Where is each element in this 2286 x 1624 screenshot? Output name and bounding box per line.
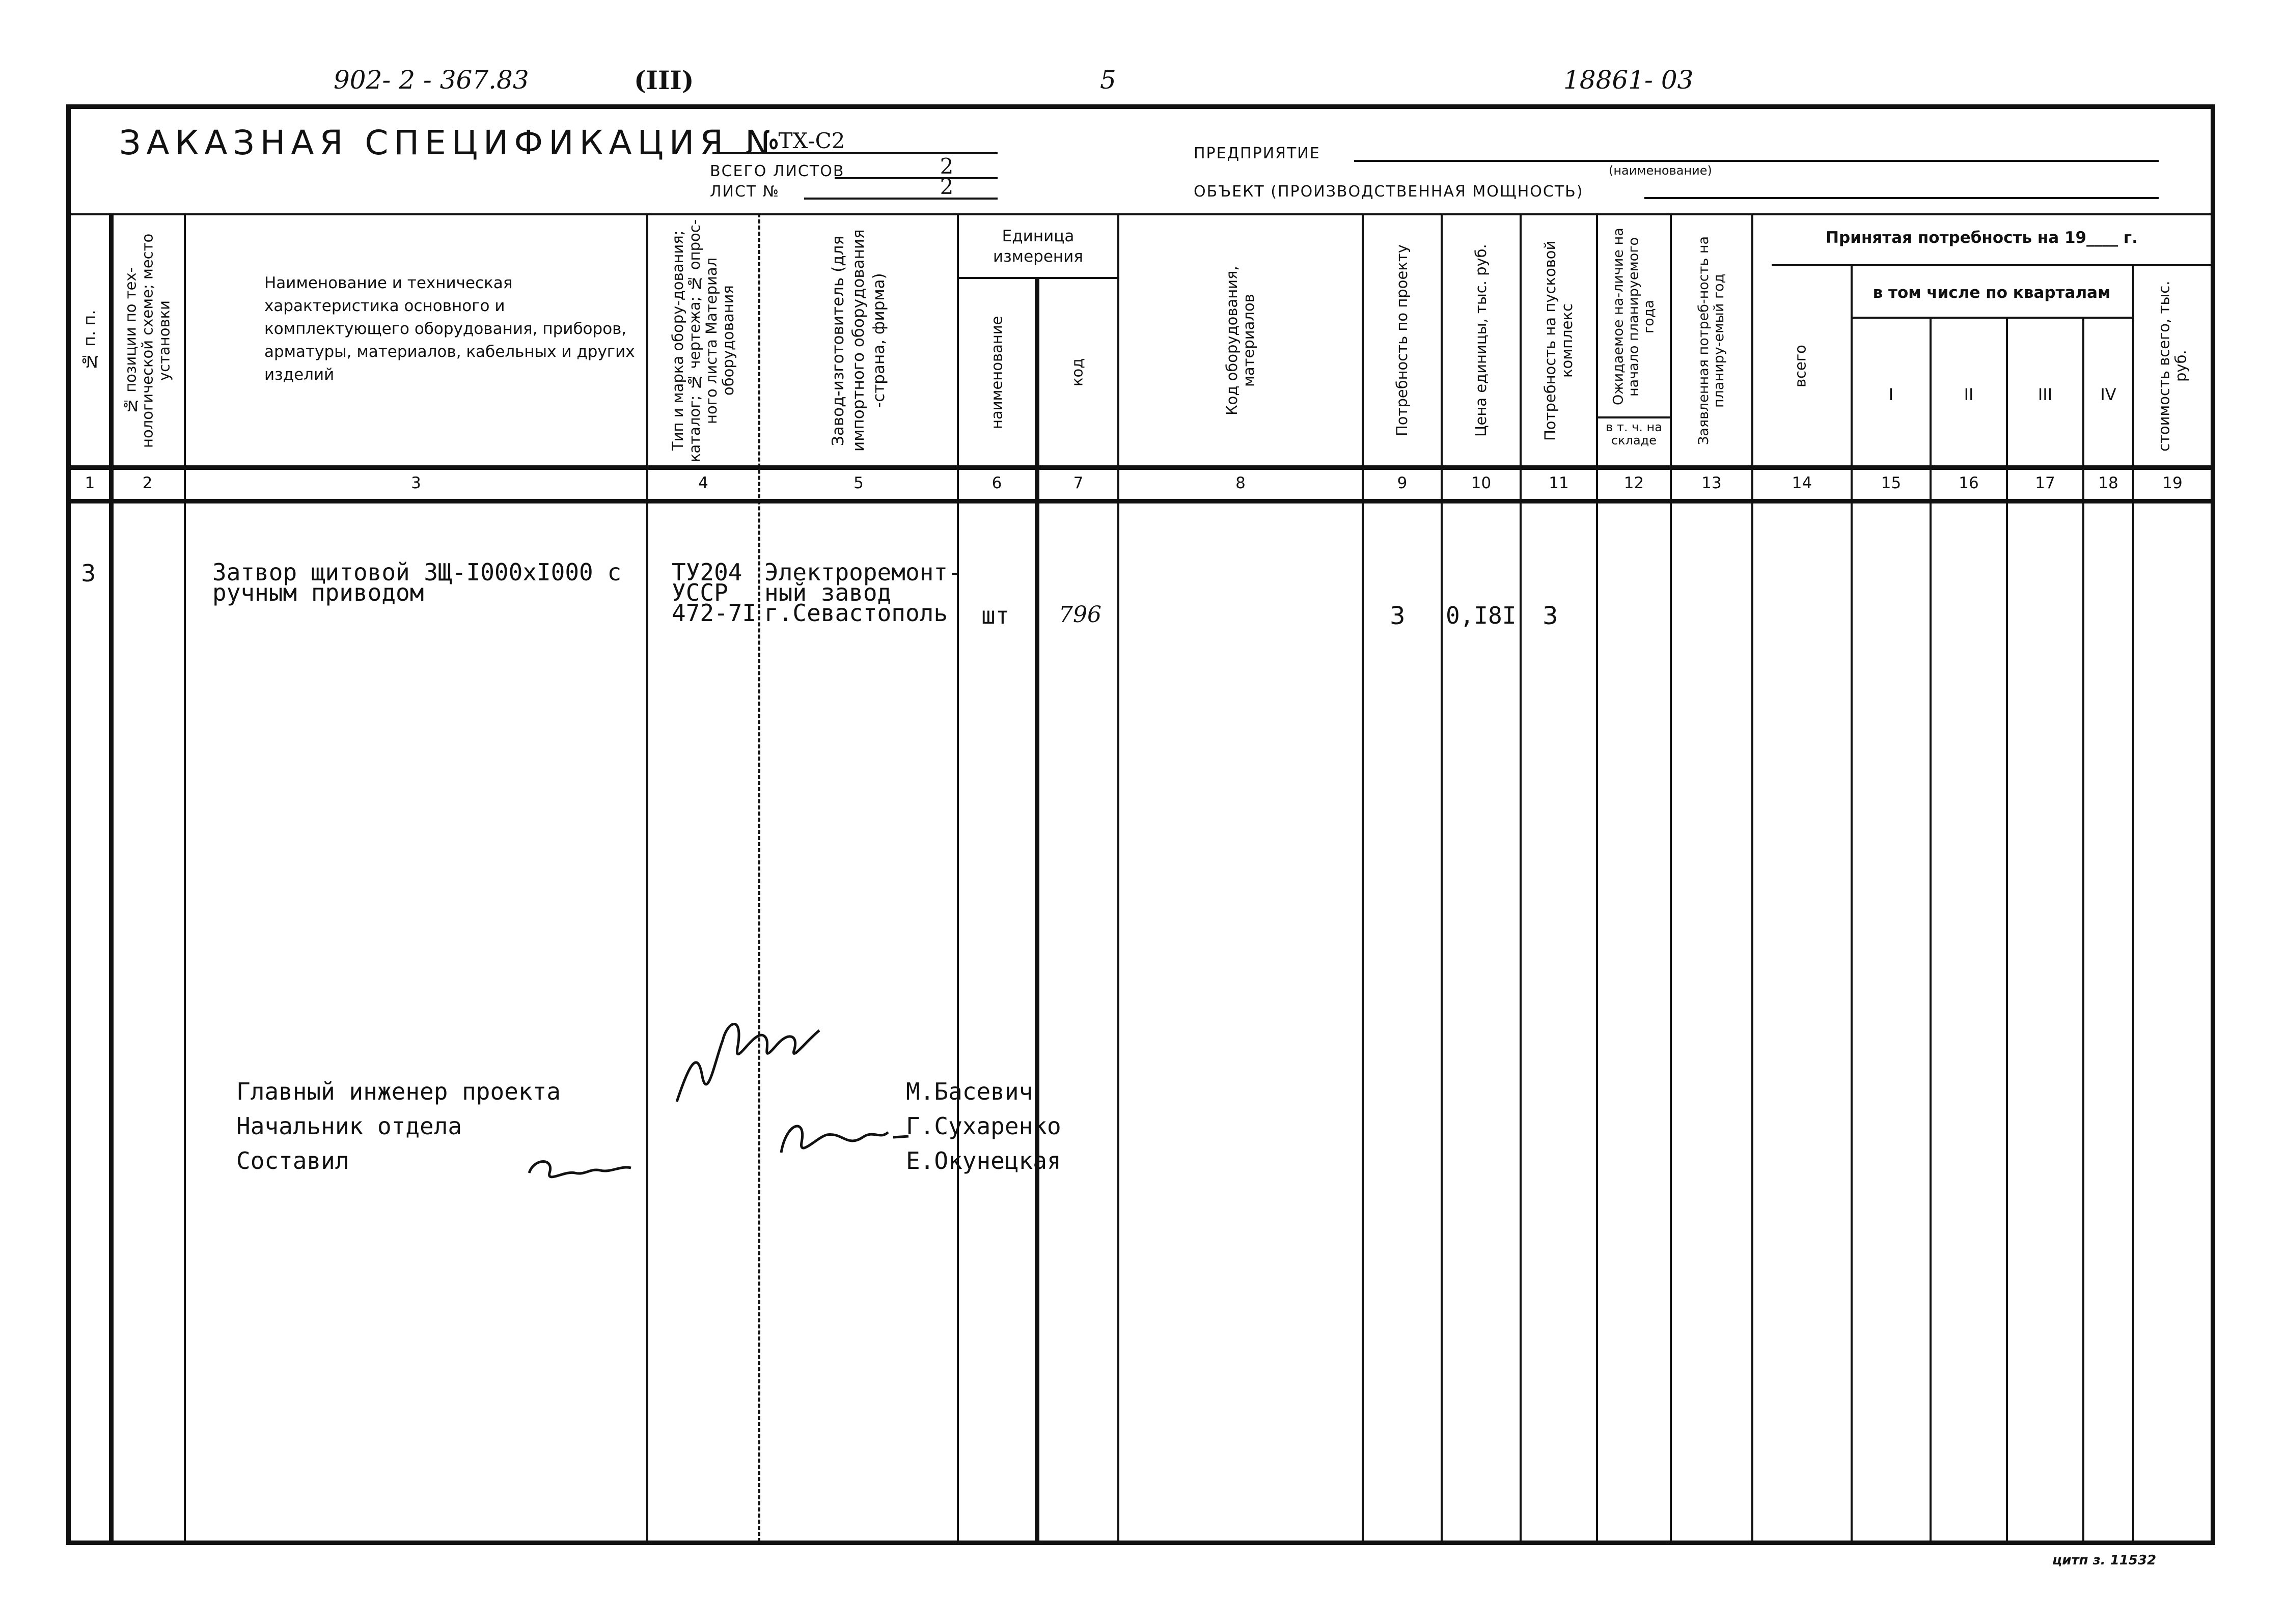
col3-header: Наименование и техническая характеристика основного и комплектующего оборудования, приборов, арматуры, материалов, кабельных и других изделий xyxy=(264,274,635,384)
col12-header: Ожидаемое на-личие на начало планируемого года xyxy=(1610,228,1657,406)
sheet-value: 2 xyxy=(940,174,954,199)
total-sheets-label: ВСЕГО ЛИСТОВ xyxy=(710,162,845,180)
col-number-10: 10 xyxy=(1471,474,1492,492)
col4-header: Тип и марка обору-дования; каталог; № чертежа; № опрос-ного листа Материал оборудования xyxy=(669,219,737,462)
name-chief-engineer: М.Басевич xyxy=(906,1078,1033,1105)
album-number: (III) xyxy=(634,65,694,95)
sheet-label: ЛИСТ № xyxy=(710,183,780,201)
row-number: 3 xyxy=(81,559,96,587)
col12-sub-header: в т. ч. на складе xyxy=(1606,420,1662,447)
enterprise-label: ПРЕДПРИЯТИЕ xyxy=(1194,145,1320,162)
printer-stamp: цитп з. 11532 xyxy=(2052,1553,2157,1568)
item-type-line3: 472-7I xyxy=(672,599,757,627)
signature-department-head xyxy=(771,1091,939,1173)
col-number-16: 16 xyxy=(1959,474,1979,492)
item-maker-line2: ный завод xyxy=(764,579,892,606)
document-code: 18861- 03 xyxy=(1563,65,1694,95)
col6-header: наименование xyxy=(988,316,1006,429)
col-number-6: 6 xyxy=(991,474,1002,492)
signature-compiler xyxy=(519,1142,641,1198)
name-department-head: Г.Сухаренко xyxy=(906,1112,1061,1140)
item-launch-need: 3 xyxy=(1543,602,1558,630)
col1-header: № п. п. xyxy=(80,310,99,372)
col-number-19: 19 xyxy=(2162,474,2183,492)
role-compiler: Составил xyxy=(236,1147,349,1174)
col-number-3: 3 xyxy=(411,474,421,492)
col-number-12: 12 xyxy=(1623,474,1644,492)
col19-header: стоимость всего, тыс. руб. xyxy=(2155,281,2190,452)
form-title: ЗАКАЗНАЯ СПЕЦИФИКАЦИЯ № xyxy=(119,123,786,162)
col2-header: № позиции по тех-нологической схеме; место установки xyxy=(122,233,173,448)
col8-header: Код оборудования, материалов xyxy=(1223,266,1257,415)
item-unit: шт xyxy=(981,602,1010,629)
col-number-14: 14 xyxy=(1792,474,1812,492)
role-chief-engineer: Главный инженер проекта xyxy=(236,1078,561,1105)
item-type-line2: УССР xyxy=(672,579,728,606)
col10-header: Цена единицы, тыс. руб. xyxy=(1472,244,1490,437)
col-number-1: 1 xyxy=(85,474,95,492)
col-number-5: 5 xyxy=(853,474,864,492)
item-maker-line3: г.Севастополь xyxy=(764,599,948,627)
item-need: 3 xyxy=(1390,602,1406,630)
item-name-line2: ручным приводом xyxy=(212,579,424,606)
col7-header: код xyxy=(1068,358,1086,387)
col18-header: IV xyxy=(2100,385,2116,404)
col-number-11: 11 xyxy=(1549,474,1569,492)
col14-header: всего xyxy=(1792,345,1809,387)
item-maker-line1: Электроремонт- xyxy=(764,558,962,586)
col-number-15: 15 xyxy=(1881,474,1902,492)
accepted-need-header: Принятая потребность на 19____ г. xyxy=(1826,229,2138,247)
col15-header: I xyxy=(1888,385,1894,404)
col16-header: II xyxy=(1964,385,1974,404)
col-number-17: 17 xyxy=(2035,474,2055,492)
col17-header: III xyxy=(2037,385,2053,404)
unit-group-header: Единица измерения xyxy=(993,227,1083,266)
name-compiler: Е.Окунецкая xyxy=(906,1147,1061,1174)
specification-form xyxy=(66,104,2215,1545)
col-number-18: 18 xyxy=(2098,474,2118,492)
col-number-13: 13 xyxy=(1701,474,1722,492)
item-price: 0,I8I xyxy=(1446,602,1517,629)
col-number-7: 7 xyxy=(1073,474,1084,492)
spec-number: ТХ-С2 xyxy=(778,128,845,153)
project-number: 902- 2 - 367.83 xyxy=(334,65,529,95)
item-name-line1: Затвор щитовой ЗЩ-I000хI000 с xyxy=(212,558,622,586)
name-caption: (наименование) xyxy=(1609,163,1712,178)
col-number-4: 4 xyxy=(698,474,708,492)
object-label: ОБЪЕКТ (ПРОИЗВОДСТВЕННАЯ МОЩНОСТЬ) xyxy=(1194,183,1584,201)
total-sheets-value: 2 xyxy=(940,154,954,179)
item-type-line1: ТУ204 xyxy=(672,558,742,586)
page-number: 5 xyxy=(1100,65,1116,95)
col13-header: Заявленная потреб-ность на планиру-емый год xyxy=(1696,236,1727,445)
col-number-8: 8 xyxy=(1235,474,1246,492)
col11-header: Потребность на пусковой комплекс xyxy=(1541,240,1576,441)
col-number-9: 9 xyxy=(1397,474,1408,492)
col5-header: Завод-изготовитель (для импортного оборудования -страна, фирма) xyxy=(829,229,888,452)
col-number-2: 2 xyxy=(142,474,153,492)
col9-header: Потребность по проекту xyxy=(1393,244,1411,437)
quarters-header: в том числе по кварталам xyxy=(1872,284,2111,302)
role-department-head: Начальник отдела xyxy=(236,1112,462,1140)
item-unit-code: 796 xyxy=(1059,602,1101,628)
